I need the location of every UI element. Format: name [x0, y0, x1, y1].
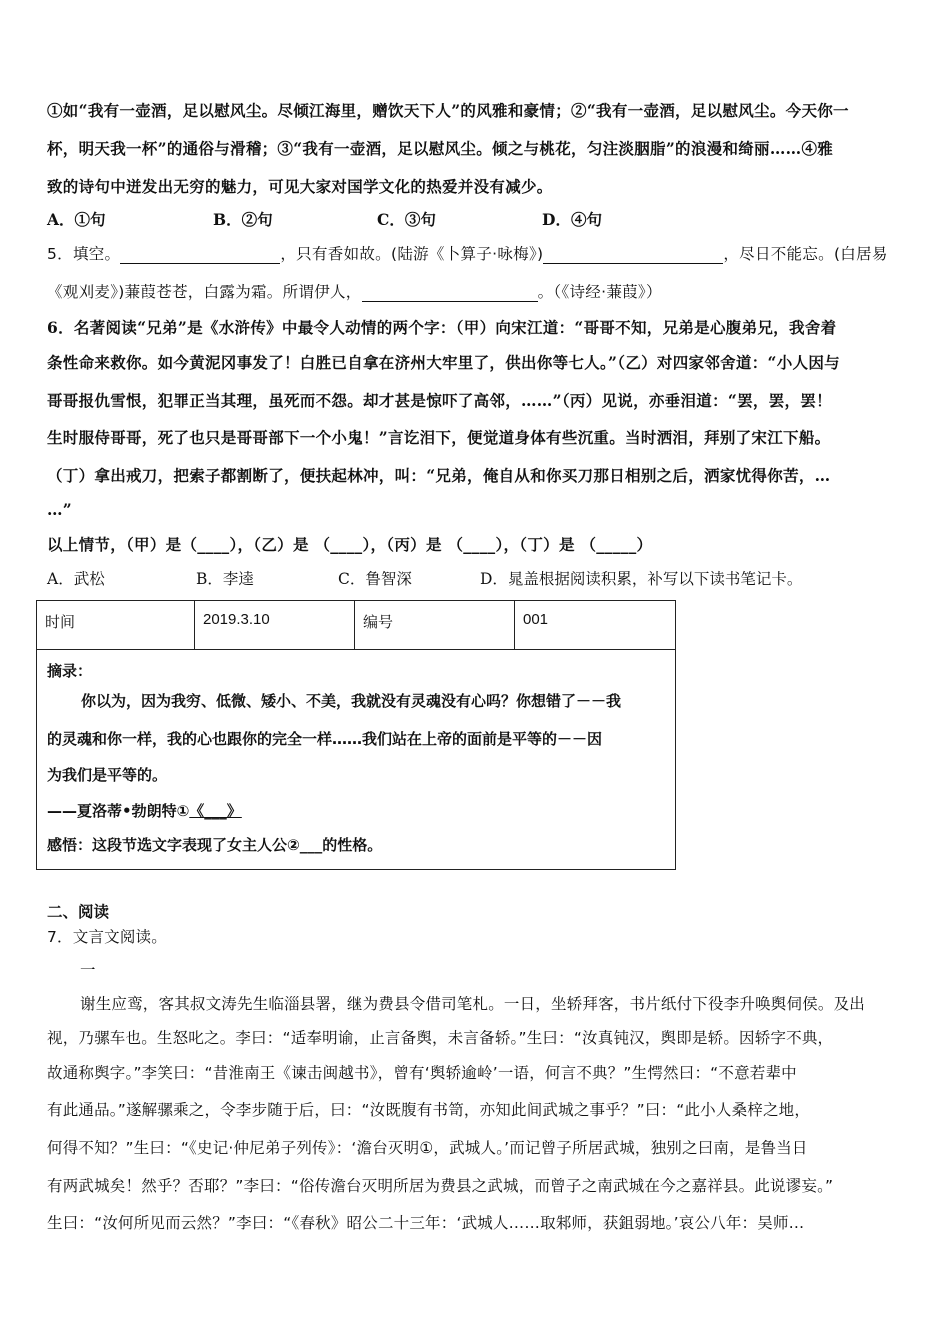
- q6-line-4: 生时服侍哥哥，死了也只是哥哥部下一个小鬼！”言讫泪下，便觉道身体有些沉重。当时洒泪，拜别了宋江下船。: [47, 428, 831, 447]
- passage-line-2: 视，乃骡车也。生怒叱之。李曰：“适奉明谕，止言备舆，未言备轿。”生曰：“汝真钝汉，舆即是轿。因轿字不典，: [47, 1029, 834, 1047]
- passage-line-3: 故通称舆字。”李笑曰：“昔淮南王《谏击闽越书》，曾有‘舆轿逾岭’一语，何言不典？”生愕然曰：“不意若辈中: [47, 1064, 797, 1082]
- q4-line-3: 致的诗句中迸发出无穷的魅力，可见大家对国学文化的热爱并没有减少。: [47, 177, 553, 196]
- card-header-row: [37, 601, 675, 650]
- q6-line-5: （丁）拿出戒刀，把索子都割断了，便扶起林冲，叫：“兄弟，俺自从和你买刀那日相别之后，洒家忧得你苦，…: [47, 466, 831, 485]
- q4-option-b[interactable]: B．②句: [213, 210, 273, 229]
- q5-text-1: ，只有香如故。(陆游《卜算子·咏梅》): [280, 245, 544, 263]
- q7-title: 7．文言文阅读。: [47, 928, 167, 946]
- q5-line-1: [47, 244, 907, 264]
- passage-line-5: 何得不知？”生曰：“《史记·仲尼弟子列传》：‘澹台灭明①，武城人。’而记曾子所居武城，独别之曰南，是鲁当日: [47, 1139, 808, 1157]
- q6-option-b[interactable]: B．李逵: [196, 570, 254, 588]
- card-excerpt-line-1: 你以为，因为我穷、低微、矮小、不美，我就没有灵魂没有心吗？你想错了－－我: [81, 692, 622, 710]
- q5-blank-1[interactable]: [120, 247, 280, 264]
- section-2-title: 二、阅读: [47, 903, 110, 921]
- q5-blank-3[interactable]: [362, 285, 538, 302]
- card-author-line: [47, 801, 667, 821]
- q6-line-6: …”: [47, 500, 73, 519]
- q6-option-d[interactable]: D．晁盖根据阅读积累，补写以下读书笔记卡。: [480, 570, 803, 588]
- q6-blank-line: 以上情节，（甲）是（____），（乙）是 （____），（丙）是 （____），（丁）是 （_____）: [47, 535, 653, 554]
- passage-line-1: 谢生应鸾，客其叔文涛先生临淄县署，继为费县令借司笔札。一日，坐轿拜客，书片纸付下役李升唤舆伺侯。及出: [80, 995, 866, 1013]
- q5-blank-2[interactable]: [543, 247, 723, 264]
- q5-text-2: ，尽日不能忘。(白居易: [723, 245, 888, 263]
- q4-option-c[interactable]: C．③句: [377, 210, 436, 229]
- card-reflection[interactable]: 感悟：这段节选文字表现了女主人公②___的性格。: [47, 836, 383, 854]
- passage-line-4: 有此通品。”遂解骡乘之，令李步随于后，曰：“汝既腹有书笥，亦知此间武城之事乎？”曰：“此小人桑梓之地，: [47, 1101, 811, 1119]
- card-excerpt-line-2: 的灵魂和你一样，我的心也跟你的完全一样……我们站在上帝的面前是平等的－－因: [47, 730, 603, 748]
- card-excerpt-label: 摘录：: [47, 662, 93, 680]
- q6-option-c[interactable]: C．鲁智深: [338, 570, 412, 588]
- card-time-label: 时间: [37, 601, 195, 649]
- q4-line-2: 杯，明天我一杯”的通俗与滑稽；③“我有一壶酒，足以慰风尘。倾之与桃花，匀注淡胭脂”的浪漫和绮丽……④雅: [47, 139, 834, 158]
- q5-text-4: 。（《诗经·蒹葭》）: [537, 283, 662, 301]
- q4-option-a[interactable]: A．①句: [47, 210, 106, 229]
- q5-prefix: 5．填空。: [47, 245, 121, 263]
- card-id-label: 编号: [355, 601, 515, 649]
- q4-line-1: ①如“我有一壶酒，足以慰风尘。尽倾江海里，赠饮天下人”的风雅和豪情；②“我有一壶酒，足以慰风尘。今天你一: [47, 101, 849, 120]
- q5-text-3: 《观刈麦》)蒹葭苍苍，白露为霜。所谓伊人，: [47, 283, 362, 301]
- card-id-value: 001: [523, 611, 549, 628]
- q4-option-d[interactable]: D．④句: [542, 210, 602, 229]
- passage-line-7: 生曰：“汝何所见而云然？”李曰：“《春秋》昭公二十三年：‘武城人……取邾师，获鉏弱地。’哀公八年：吴师…: [47, 1214, 805, 1232]
- reading-note-card: [36, 600, 676, 870]
- passage-line-6: 有两武城矣！然乎？否耶？”李曰：“俗传澹台灭明所居为费县之武城，而曾子之南武城在今之嘉祥县。此说谬妄。”: [47, 1177, 834, 1195]
- q5-line-2: [47, 282, 907, 302]
- q6-line-3: 哥哥报仇雪恨，犯罪正当其理，虽死而不怨。却才甚是惊吓了高邻，……”（丙）见说，亦垂泪道：“罢，罢，罢！: [47, 391, 832, 410]
- q6-option-a[interactable]: A．武松: [47, 570, 105, 588]
- q7-part-marker: 一: [80, 961, 96, 979]
- card-excerpt-line-3: 为我们是平等的。: [47, 766, 168, 784]
- card-author: ——夏洛蒂•勃朗特①: [47, 802, 190, 820]
- q6-line-1: 6．名著阅读“兄弟”是《水浒传》中最令人动情的两个字：（甲）向宋江道：“哥哥不知，兄弟是心腹弟兄，我舍着: [47, 318, 837, 337]
- card-time-value: 2019.3.10: [195, 601, 355, 649]
- card-book-blank[interactable]: 《___》: [189, 802, 242, 820]
- q6-line-2: 条性命来救你。如今黄泥冈事发了！白胜已自拿在济州大牢里了，供出你等七人。”（乙）对四家邻舍道：“小人因与: [47, 353, 840, 372]
